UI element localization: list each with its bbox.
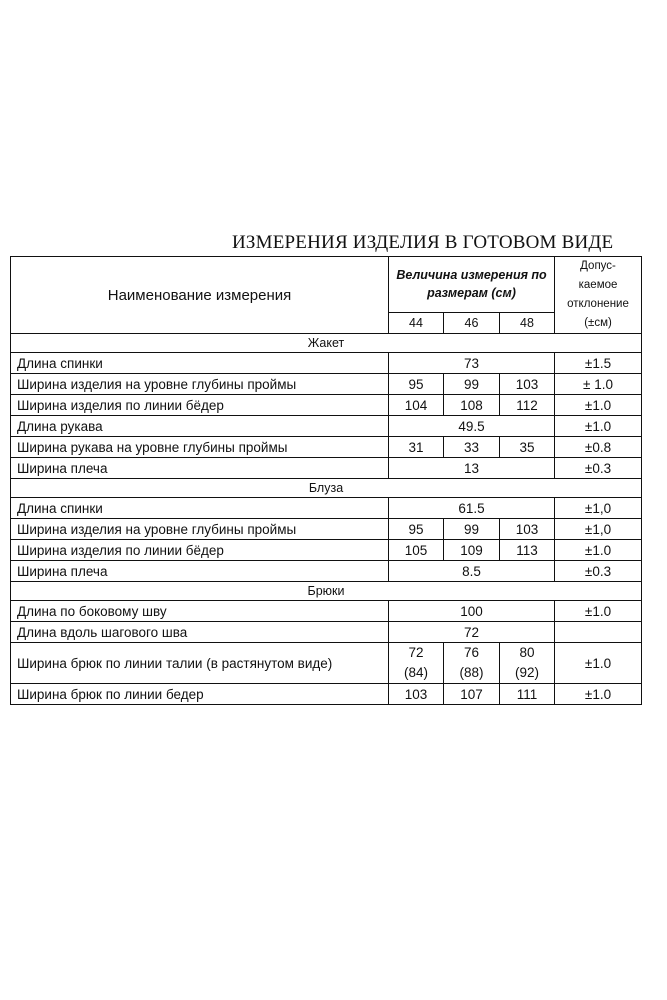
size-cell: 46 bbox=[444, 312, 500, 333]
size-cell: 44 bbox=[389, 312, 444, 333]
measurement-name: Ширина изделия по линии бёдер bbox=[11, 540, 389, 561]
measurement-row bbox=[11, 643, 642, 684]
measurement-value: 61.5 bbox=[389, 498, 555, 519]
measurement-row bbox=[11, 395, 642, 416]
section-row bbox=[11, 334, 642, 353]
measurement-value: 95 bbox=[389, 519, 444, 540]
measurement-value: 103 bbox=[500, 374, 555, 395]
measurement-value: 103 bbox=[389, 684, 444, 705]
measurement-row bbox=[11, 416, 642, 437]
measurement-value: 72 bbox=[389, 622, 555, 643]
tolerance-value: ±0.3 bbox=[555, 458, 642, 479]
measurement-name: Длина по боковому шву bbox=[11, 601, 389, 622]
section-title: Жакет bbox=[11, 334, 642, 353]
header-name-cell: Наименование измерения bbox=[11, 257, 389, 334]
measurement-value: 80 (92) bbox=[500, 643, 555, 684]
measurement-name: Длина рукава bbox=[11, 416, 389, 437]
measurement-name: Ширина рукава на уровне глубины проймы bbox=[11, 437, 389, 458]
measurement-name: Длина спинки bbox=[11, 498, 389, 519]
measurement-row bbox=[11, 601, 642, 622]
size-cell: 48 bbox=[500, 312, 555, 333]
measurement-value: 104 bbox=[389, 395, 444, 416]
measurement-value: 33 bbox=[444, 437, 500, 458]
tolerance-value: ±1.0 bbox=[555, 540, 642, 561]
measurement-value: 112 bbox=[500, 395, 555, 416]
measurement-value: 72 (84) bbox=[389, 643, 444, 684]
tolerance-value: ±0.3 bbox=[555, 561, 642, 582]
measurement-value: 76 (88) bbox=[444, 643, 500, 684]
tolerance-line: Допус- bbox=[580, 260, 616, 272]
measurement-name: Длина вдоль шагового шва bbox=[11, 622, 389, 643]
measurement-name: Ширина брюк по линии бедер bbox=[11, 684, 389, 705]
measurement-value: 8.5 bbox=[389, 561, 555, 582]
measurement-value: 73 bbox=[389, 353, 555, 374]
tolerance-value bbox=[555, 622, 642, 643]
tolerance-value: ±1.0 bbox=[555, 416, 642, 437]
measurement-row bbox=[11, 374, 642, 395]
measurement-value: 107 bbox=[444, 684, 500, 705]
measurement-value: 35 bbox=[500, 437, 555, 458]
measurement-value: 113 bbox=[500, 540, 555, 561]
measurement-row bbox=[11, 458, 642, 479]
measurement-value: 103 bbox=[500, 519, 555, 540]
measurement-name: Ширина изделия на уровне глубины проймы bbox=[11, 374, 389, 395]
measurement-name: Ширина плеча bbox=[11, 458, 389, 479]
tolerance-value: ±1.5 bbox=[555, 353, 642, 374]
measurement-row bbox=[11, 353, 642, 374]
header-tolerance-cell bbox=[555, 257, 642, 334]
measurement-name: Ширина брюк по линии талии (в растянутом виде) bbox=[11, 643, 389, 684]
tolerance-line: (±см) bbox=[584, 317, 612, 329]
section-title: Блуза bbox=[11, 479, 642, 498]
measurement-value: 108 bbox=[444, 395, 500, 416]
measurement-name: Длина спинки bbox=[11, 353, 389, 374]
header-row bbox=[11, 257, 642, 313]
tolerance-value: ±1.0 bbox=[555, 395, 642, 416]
measurement-value: 100 bbox=[389, 601, 555, 622]
measurement-value: 49.5 bbox=[389, 416, 555, 437]
measurement-value: 95 bbox=[389, 374, 444, 395]
tolerance-value: ±1.0 bbox=[555, 684, 642, 705]
tolerance-line: отклонение bbox=[567, 298, 629, 310]
tolerance-value: ±1,0 bbox=[555, 498, 642, 519]
measurement-row bbox=[11, 622, 642, 643]
measurement-row bbox=[11, 540, 642, 561]
tolerance-line: каемое bbox=[578, 279, 618, 291]
measurement-row bbox=[11, 519, 642, 540]
section-row bbox=[11, 479, 642, 498]
measurement-value: 105 bbox=[389, 540, 444, 561]
measurement-name: Ширина изделия по линии бёдер bbox=[11, 395, 389, 416]
measurement-row bbox=[11, 561, 642, 582]
measurement-value: 31 bbox=[389, 437, 444, 458]
tolerance-value: ±0.8 bbox=[555, 437, 642, 458]
measurement-value: 109 bbox=[444, 540, 500, 561]
section-row bbox=[11, 582, 642, 601]
measurement-row bbox=[11, 498, 642, 519]
measurement-name: Ширина изделия на уровне глубины проймы bbox=[11, 519, 389, 540]
measurement-row bbox=[11, 684, 642, 705]
measurement-value: 13 bbox=[389, 458, 555, 479]
measurement-table bbox=[10, 256, 642, 705]
tolerance-value: ±1.0 bbox=[555, 643, 642, 684]
tolerance-value: ±1,0 bbox=[555, 519, 642, 540]
measurement-value: 111 bbox=[500, 684, 555, 705]
header-value-cell: Величина измерения по размерам (см) bbox=[389, 257, 555, 313]
document-title: ИЗМЕРЕНИЯ ИЗДЕЛИЯ В ГОТОВОМ ВИДЕ bbox=[232, 232, 614, 253]
measurement-value: 99 bbox=[444, 374, 500, 395]
measurement-row bbox=[11, 437, 642, 458]
tolerance-value: ± 1.0 bbox=[555, 374, 642, 395]
tolerance-value: ±1.0 bbox=[555, 601, 642, 622]
section-title: Брюки bbox=[11, 582, 642, 601]
measurement-value: 99 bbox=[444, 519, 500, 540]
measurement-name: Ширина плеча bbox=[11, 561, 389, 582]
